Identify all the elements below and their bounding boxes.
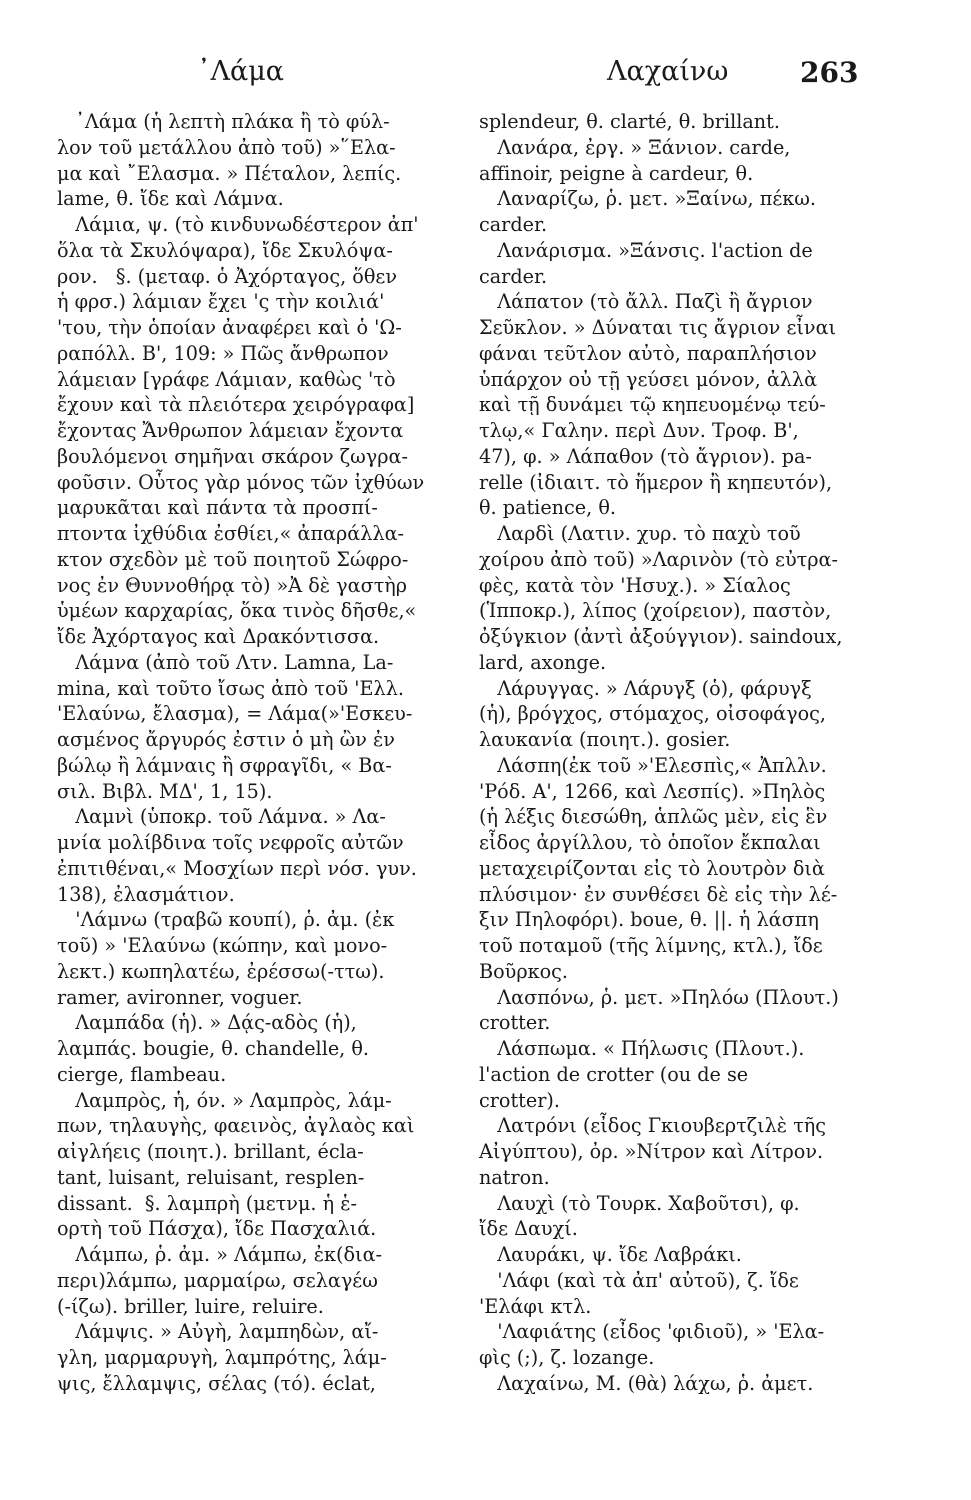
text-line: Λαρδὶ (Λατιν. χυρ. τὸ παχὺ τοῦ [479,522,801,545]
text-line: tant, luisant, reluisant, resplen- [57,1165,365,1189]
text-line: λαμπάς. bougie, θ. chandelle, θ. [57,1037,370,1060]
text-line: carder. [479,213,548,236]
text-line: Λάμια, ψ. (τὸ κινδυνωδέστερον ἀπ' [57,213,419,236]
text-line: Βοῦρκος. [479,959,568,983]
text-line: ραπόλλ. Β', 109: » Πῶς ἄνθρωπον [57,341,389,365]
text-line: μαρυκᾶται καὶ πάντα τὰ προσπί- [57,496,378,520]
right-column [479,109,877,1397]
text-line: ἴδε Δαυχί. [479,1217,578,1241]
text-line: Λαυράκι, ψ. ἴδε Λαβράκι. [479,1243,742,1266]
text-line: βώλῳ ἢ λάμναις ἢ σφραγῖδι, « Βα- [57,753,392,777]
text-line: (ἡ), βρόγχος, στόμαχος, οἰσοφάγος, [479,702,826,726]
left-column [57,109,461,1397]
text-line: τοῦ) » 'Ελαύνω (κώπην, καὶ μονο- [57,934,388,957]
text-line: λεκτ.) κωπηλατέω, ἐρέσσω(-ττω). [57,959,385,983]
text-line: ἴδε Ἀχόρταγος καὶ Δρακόντισσα. [57,625,380,648]
text-line: ᾿Λάμα (ἡ λεπτὴ πλάκα ἢ τὸ φύλ- [57,110,390,133]
text-line: Λάπατον (τὸ ἄλλ. Παζὶ ἢ ἄγριον [479,290,813,314]
text-line: πων, τηλαυγὴς, φαεινὸς, ἀγλαὸς καὶ [57,1114,415,1138]
text-line: Λάμνα (ἀπὸ τοῦ Λτν. Lamna, La- [57,650,394,674]
text-line: ρον. §. (μεταφ. ὁ Ἀχόρταγος, ὅθεν [57,264,397,288]
text-line: πτοντα ἰχθύδια ἐσθίει,« ἀπαράλλα- [57,522,405,545]
text-line: Λάμπω, ῥ. ἀμ. » Λάμπω, ἐκ(δια- [57,1243,383,1266]
text-line: ἔχουν καὶ τὰ πλειότερα χειρόγραφα] [57,393,415,417]
text-line: 138), ἐλασμάτιον. [57,882,235,906]
text-line: lame, θ. ἴδε καὶ Λάμνα. [57,187,284,211]
text-line: ἐπιτιθέναι,« Μοσχίων περὶ νόσ. γυν. [57,856,417,880]
text-line: cierge, flambeau. [57,1062,227,1086]
text-line: Λαναρίζω, ῥ. μετ. »Ξαίνω, πέκω. [479,187,816,211]
text-line: carder. [479,264,548,288]
text-line: περι)λάμπω, μαρμαίρω, σελαγέω [57,1268,378,1292]
text-line: λον τοῦ μετάλλου ἀπὸ τοῦ) »῞Ελα- [57,135,396,159]
text-line: Λαμπάδα (ἡ). » Δᾴς-αδὸς (ἡ), [57,1011,357,1035]
text-line: Λαμνὶ (ὑποκρ. τοῦ Λάμνα. » Λα- [57,805,386,829]
page-header [0,56,971,96]
text-line: 'Ελάφι κτλ. [479,1294,592,1318]
text-line: γλη, μαρμαρυγὴ, λαμπρότης, λάμ- [57,1346,387,1369]
text-line: ὅλα τὰ Σκυλόψαρα), ἴδε Σκυλόψα- [57,238,393,262]
left-running-headword: ᾿Λάμα [197,56,285,87]
text-line: φὲς, κατὰ τὸν 'Ησυχ.). » Σίαλος [479,573,791,597]
text-line: ἔχοντας Ἄνθρωπον λάμειαν ἔχοντα [57,419,404,442]
text-line: μνία μολίβδινα τοῖς νεφροῖς αὐτῶν [57,831,404,854]
text-line: ασμένος ἄργυρός ἐστιν ὁ μὴ ὢν ἐν [57,728,395,751]
text-line: φάναι τεῦτλον αὐτὸ, παραπλήσιον [479,341,817,365]
text-line: νος ἐν Θυννοθήρᾳ τὸ) »Ἀ δὲ γαστὴρ [57,573,408,597]
text-line: ὀξύγκιον (ἀντὶ ἀξούγγιον). saindoux, [479,625,843,648]
text-line: ορτὴ τοῦ Πάσχα), ἴδε Πασχαλιά. [57,1217,377,1241]
text-line: (-ίζω). briller, luire, reluire. [57,1294,324,1318]
text-line: ἡ φρσ.) λάμιαν ἔχει 'ς τὴν κοιλιά' [57,290,385,314]
text-line: βουλόμενοι σημῆναι σκάρον ζωγρα- [57,444,408,468]
text-line: Λανάρα, ἐργ. » Ξάνιον. carde, [479,135,791,159]
text-line: κτον σχεδὸν μὲ τοῦ ποιητοῦ Σώφρο- [57,547,409,571]
text-line: φὶς (;), ζ. lozange. [479,1346,655,1369]
text-line: affinoir, peigne à cardeur, θ. [479,161,754,185]
text-line: 'Ελαύνω, ἔλασμα), = Λάμα(»'Εσκευ- [57,702,413,726]
text-line: lard, axonge. [479,650,607,674]
text-line: λαυκανία (ποιητ.). gosier. [479,728,731,751]
text-line: relle (ἰδιαιτ. τὸ ἥμερον ἢ κηπευτόν), [479,470,833,494]
text-line: mina, καὶ τοῦτο ἴσως ἀπὸ τοῦ 'Ελλ. [57,676,404,700]
text-line: ξιν Πηλοφόρι). boue, θ. ||. ἡ λάσπη [479,908,819,932]
text-line: crotter). [479,1088,561,1112]
text-line: crotter. [479,1011,551,1035]
text-line: 'του, τὴν ὁποίαν ἀναφέρει καὶ ὁ 'Ω- [57,316,402,339]
text-line: καὶ τῇ δυνάμει τῷ κηπευομένῳ τεύ- [479,393,826,417]
text-line: (Ἱπποκρ.), λίπος (χοίρειον), παστὸν, [479,599,832,623]
text-line: Λαυχὶ (τὸ Τουρκ. Χαβοῦτσι), φ. [479,1191,800,1215]
text-line: Λασπόνω, ῥ. μετ. »Πηλόω (Πλουτ.) [479,985,839,1009]
text-line: 47), φ. » Λάπαθον (τὸ ἄγριον). pa- [479,444,812,468]
text-line: 'Λαφιάτης (εἶδος 'φιδιοῦ), » 'Ελα- [479,1320,825,1344]
text-line: αἰγλήεις (ποιητ.). brillant, écla- [57,1140,364,1163]
text-line: Σεῦκλον. » Δύναται τις ἄγριον εἶναι [479,316,837,339]
text-line: λάμειαν [γράφε Λάμιαν, καθὼς 'τὸ [57,367,396,391]
text-line: μεταχειρίζονται εἰς τὸ λουτρὸν διὰ [479,856,825,880]
text-line: Αἰγύπτου), ὀρ. »Νίτρον καὶ Λίτρον. [479,1140,824,1163]
text-line: ψις, ἔλλαμψις, σέλας (τό). éclat, [57,1371,376,1395]
text-line: natron. [479,1165,550,1189]
text-line: φοῦσιν. Οὗτος γὰρ μόνος τῶν ἰχθύων [57,470,425,494]
text-line: τλῳ,« Γαλην. περὶ Δυν. Τροφ. Β', [479,419,799,442]
text-line: Λαμπρὸς, ἡ, όν. » Λαμπρὸς, λάμ- [57,1088,392,1112]
text-line: ramer, avironner, voguer. [57,985,303,1009]
right-running-headword: Λαχαίνω [607,56,729,87]
text-line: εἶδος ἀργίλλου, τὸ ὁποῖον ἔκπαλαι [479,831,821,854]
text-line: θ. patience, θ. [479,496,616,520]
text-line: σιλ. Βιβλ. ΜΔ', 1, 15). [57,779,273,803]
text-line: splendeur, θ. clarté, θ. brillant. [479,110,780,133]
text-line: dissant. §. λαμπρὴ (μετνμ. ἡ ἑ- [57,1191,358,1215]
text-line: μα καὶ ῎Ελασμα. » Πέταλον, λεπίς. [57,161,402,185]
text-line: τοῦ ποταμοῦ (τῆς λίμνης, κτλ.), ἴδε [479,934,823,957]
text-line: πλύσιμον· ἐν συνθέσει δὲ εἰς τὴν λέ- [479,882,838,906]
text-line: Λανάρισμα. »Ξάνσις. l'action de [479,238,813,262]
text-line: Λάσπη(ἐκ τοῦ »'Ελεσπὶς,« Ἀπλλν. [479,753,827,777]
text-line: l'action de crotter (ou de se [479,1062,749,1086]
text-line: Λάμψις. » Αὐγὴ, λαμπηδὼν, αἴ- [57,1320,379,1344]
text-line: Λάρυγγας. » Λάρυγξ (ὁ), φάρυγξ [479,676,812,700]
text-line: χοίρου ἀπὸ τοῦ) »Λαρινὸν (τὸ εὐτρα- [479,547,838,571]
text-line: ὑμέων καρχαρίας, ὅκα τινὸς δῆσθε,« [57,599,417,623]
text-line: Λάσπωμα. « Πήλωσις (Πλουτ.). [479,1037,805,1060]
text-line: Λαχαίνω, Μ. (θὰ) λάχω, ῥ. ἀμετ. [479,1371,814,1395]
text-line: 'Λάμνω (τραβῶ κουπί), ῥ. ἀμ. (ἐκ [57,908,395,932]
text-line: (ἡ λέξις διεσώθη, ἁπλῶς μὲν, εἰς ἓν [479,805,828,829]
page-number: 263 [800,56,859,89]
text-line: 'Λάφι (καὶ τὰ ἀπ' αὐτοῦ), ζ. ἴδε [479,1268,799,1292]
text-line: Λατρόνι (εἶδος Γκιουβερτζιλὲ τῆς [479,1114,827,1138]
text-line: ὑπάρχον οὐ τῇ γεύσει μόνον, ἀλλὰ [479,367,818,391]
text-line: 'Ρόδ. Α', 1266, καὶ Λεσπίς). »Πηλὸς [479,779,826,803]
